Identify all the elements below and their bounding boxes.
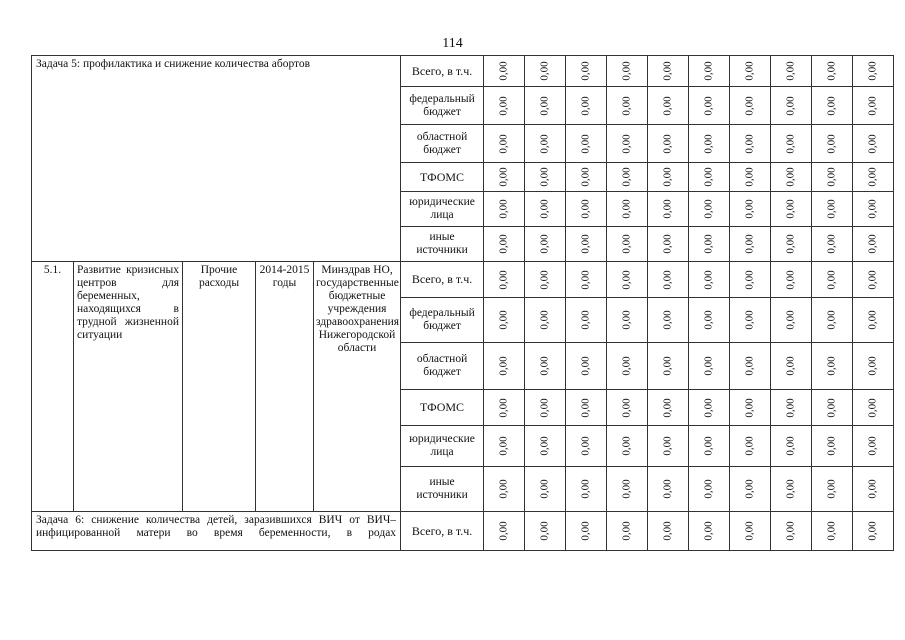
value-text: 0,00 [497,356,510,376]
value-cell [730,56,771,87]
page-number: 114 [442,36,463,51]
value-cell [812,426,853,467]
value-cell [853,56,894,87]
executor: Минздрав НО, государственные бюджетные учреждения здравоохранения Нижегородской области [314,262,401,512]
value-cell [525,298,566,343]
source-regional: областной бюджет [401,125,484,163]
value-cell [771,163,812,192]
value-cell [607,467,648,512]
value-text: 0,00 [620,479,633,499]
value-cell [771,56,812,87]
value-text: 0,00 [538,521,551,541]
value-cell [730,426,771,467]
value-text: 0,00 [497,310,510,330]
value-text: 0,00 [538,310,551,330]
value-text: 0,00 [743,436,756,456]
value-cell [648,56,689,87]
value-cell [648,87,689,125]
source-tfoms: ТФОМС [401,390,484,426]
value-text: 0,00 [579,133,592,154]
value-text: 0,00 [538,479,551,499]
value-text: 0,00 [620,356,633,376]
value-text: 0,00 [743,167,756,187]
value-cell [484,390,525,426]
value-cell [607,56,648,87]
value-text: 0,00 [497,479,510,499]
value-cell [771,298,812,343]
value-cell [812,512,853,551]
value-cell [730,298,771,343]
value-cell [566,56,607,87]
value-cell [525,87,566,125]
value-text: 0,00 [866,479,879,499]
value-cell [771,343,812,390]
value-cell [689,262,730,298]
value-text: 0,00 [702,521,715,541]
value-cell [566,390,607,426]
value-cell [566,343,607,390]
value-cell [689,343,730,390]
value-text: 0,00 [579,199,592,219]
value-text: 0,00 [784,61,797,81]
source-tfoms: ТФОМС [401,163,484,192]
value-cell [484,192,525,227]
value-cell [566,163,607,192]
value-text: 0,00 [538,199,551,219]
value-text: 0,00 [579,521,592,541]
value-text: 0,00 [702,167,715,187]
value-cell [689,163,730,192]
source-federal: федеральный бюджет [401,298,484,343]
value-text: 0,00 [620,269,633,290]
value-cell [484,512,525,551]
value-text: 0,00 [538,269,551,290]
value-cell [648,390,689,426]
value-text: 0,00 [702,356,715,376]
value-cell [853,467,894,512]
value-cell [525,512,566,551]
value-cell [484,262,525,298]
source-federal: федеральный бюджет [401,87,484,125]
value-cell [853,426,894,467]
value-text: 0,00 [743,269,756,290]
value-text: 0,00 [784,397,797,418]
value-cell [853,87,894,125]
value-text: 0,00 [497,133,510,154]
value-text: 0,00 [497,436,510,456]
value-text: 0,00 [661,356,674,376]
value-cell [853,343,894,390]
value-text: 0,00 [784,95,797,116]
value-cell [648,343,689,390]
value-text: 0,00 [620,436,633,456]
value-text: 0,00 [784,521,797,541]
value-cell [812,87,853,125]
value-cell [607,227,648,262]
value-cell [525,125,566,163]
value-text: 0,00 [743,397,756,418]
value-text: 0,00 [784,356,797,376]
value-cell [525,426,566,467]
value-cell [607,87,648,125]
period: 2014-2015 годы [256,262,314,512]
value-cell [730,343,771,390]
value-text: 0,00 [538,133,551,154]
source-legal: юридические лица [401,426,484,467]
value-text: 0,00 [538,436,551,456]
value-cell [525,227,566,262]
value-cell [853,262,894,298]
value-cell [853,192,894,227]
value-cell [525,467,566,512]
value-cell [484,125,525,163]
source-total: Всего, в т.ч. [401,56,484,87]
value-text: 0,00 [866,61,879,81]
value-cell [812,343,853,390]
value-cell [566,227,607,262]
source-other: иные источники [401,467,484,512]
value-cell [812,262,853,298]
task5-title: Задача 5: профилактика и снижение количества абортов [32,56,401,262]
value-text: 0,00 [743,310,756,330]
value-text: 0,00 [702,397,715,418]
value-text: 0,00 [866,133,879,154]
value-cell [730,390,771,426]
value-cell [812,227,853,262]
value-cell [607,512,648,551]
value-text: 0,00 [825,61,838,81]
value-cell [566,262,607,298]
value-text: 0,00 [743,479,756,499]
value-text: 0,00 [579,356,592,376]
value-text: 0,00 [743,95,756,116]
value-cell [771,512,812,551]
value-text: 0,00 [620,95,633,116]
value-text: 0,00 [497,199,510,219]
value-text: 0,00 [661,95,674,116]
value-cell [730,163,771,192]
value-cell [730,192,771,227]
value-text: 0,00 [661,61,674,81]
value-text: 0,00 [866,167,879,187]
value-cell [607,262,648,298]
value-cell [689,426,730,467]
value-text: 0,00 [620,310,633,330]
value-cell [566,87,607,125]
value-cell [607,192,648,227]
value-text: 0,00 [825,436,838,456]
value-text: 0,00 [866,95,879,116]
value-text: 0,00 [497,167,510,187]
task6-title: Задача 6: снижение количества детей, заразившихся ВИЧ от ВИЧ–инфицированной матери во время беременности, в родах [32,512,401,551]
value-text: 0,00 [538,167,551,187]
value-text: 0,00 [702,310,715,330]
value-cell [648,227,689,262]
value-text: 0,00 [743,234,756,254]
value-cell [689,298,730,343]
value-text: 0,00 [866,521,879,541]
value-text: 0,00 [825,234,838,254]
value-text: 0,00 [497,397,510,418]
value-text: 0,00 [497,95,510,116]
value-cell [484,87,525,125]
value-cell [771,467,812,512]
value-cell [771,227,812,262]
value-text: 0,00 [620,61,633,81]
value-cell [689,125,730,163]
value-text: 0,00 [825,199,838,219]
value-text: 0,00 [620,133,633,154]
value-cell [771,426,812,467]
source-total: Всего, в т.ч. [401,262,484,298]
value-cell [771,87,812,125]
value-text: 0,00 [579,436,592,456]
value-cell [853,390,894,426]
value-cell [771,192,812,227]
source-legal: юридические лица [401,192,484,227]
value-text: 0,00 [579,167,592,187]
value-cell [853,227,894,262]
value-cell [689,512,730,551]
value-text: 0,00 [661,521,674,541]
value-cell [607,343,648,390]
value-text: 0,00 [702,234,715,254]
value-text: 0,00 [825,521,838,541]
source-regional: областной бюджет [401,343,484,390]
value-text: 0,00 [702,199,715,219]
table-row [32,512,894,551]
value-cell [771,125,812,163]
table-row [32,262,894,298]
value-text: 0,00 [702,436,715,456]
value-text: 0,00 [743,61,756,81]
value-cell [566,192,607,227]
value-text: 0,00 [866,234,879,254]
value-cell [484,426,525,467]
value-text: 0,00 [866,436,879,456]
value-text: 0,00 [784,199,797,219]
value-text: 0,00 [825,95,838,116]
value-cell [689,192,730,227]
value-text: 0,00 [784,269,797,290]
value-text: 0,00 [538,397,551,418]
value-cell [812,298,853,343]
value-cell [607,125,648,163]
value-text: 0,00 [866,199,879,219]
value-text: 0,00 [538,234,551,254]
value-cell [484,298,525,343]
value-text: 0,00 [538,61,551,81]
value-cell [689,87,730,125]
value-cell [812,467,853,512]
value-cell [525,390,566,426]
value-cell [607,298,648,343]
value-text: 0,00 [743,356,756,376]
value-cell [648,298,689,343]
value-cell [853,125,894,163]
value-cell [689,390,730,426]
financing-table [31,55,894,551]
value-text: 0,00 [702,479,715,499]
value-cell [607,426,648,467]
value-text: 0,00 [825,167,838,187]
value-text: 0,00 [661,167,674,187]
value-text: 0,00 [661,133,674,154]
value-cell [812,390,853,426]
value-cell [566,512,607,551]
value-cell [525,56,566,87]
value-text: 0,00 [825,356,838,376]
value-text: 0,00 [702,61,715,81]
value-text: 0,00 [743,133,756,154]
value-text: 0,00 [825,269,838,290]
value-text: 0,00 [784,479,797,499]
value-text: 0,00 [538,356,551,376]
value-cell [853,298,894,343]
value-cell [648,512,689,551]
value-cell [730,467,771,512]
value-text: 0,00 [784,310,797,330]
value-text: 0,00 [661,479,674,499]
value-text: 0,00 [743,521,756,541]
value-text: 0,00 [784,133,797,154]
value-cell [525,343,566,390]
value-cell [525,192,566,227]
value-cell [771,262,812,298]
value-cell [525,262,566,298]
row-number: 5.1. [32,262,74,512]
value-text: 0,00 [784,436,797,456]
value-cell [484,227,525,262]
value-text: 0,00 [866,397,879,418]
value-text: 0,00 [866,310,879,330]
value-text: 0,00 [579,61,592,81]
value-cell [566,426,607,467]
value-cell [484,343,525,390]
value-text: 0,00 [661,269,674,290]
value-cell [648,262,689,298]
value-cell [689,467,730,512]
value-text: 0,00 [620,199,633,219]
value-text: 0,00 [579,234,592,254]
source-total: Всего, в т.ч. [401,512,484,551]
value-text: 0,00 [497,61,510,81]
value-cell [689,56,730,87]
value-text: 0,00 [497,521,510,541]
value-cell [730,125,771,163]
activity-name: Развитие кризисных центров для беременных, находящихся в трудной жизненной ситуации [74,262,183,512]
value-text: 0,00 [661,199,674,219]
value-text: 0,00 [825,479,838,499]
value-text: 0,00 [579,310,592,330]
value-cell [607,163,648,192]
value-text: 0,00 [825,397,838,418]
value-text: 0,00 [743,199,756,219]
value-cell [730,512,771,551]
value-cell [484,467,525,512]
value-text: 0,00 [702,95,715,116]
value-text: 0,00 [661,310,674,330]
value-text: 0,00 [866,356,879,376]
value-cell [689,227,730,262]
value-cell [607,390,648,426]
value-text: 0,00 [661,397,674,418]
value-cell [648,192,689,227]
value-cell [648,125,689,163]
value-cell [853,512,894,551]
value-text: 0,00 [579,397,592,418]
value-text: 0,00 [497,269,510,290]
value-text: 0,00 [620,397,633,418]
value-cell [771,390,812,426]
value-text: 0,00 [661,436,674,456]
value-text: 0,00 [784,234,797,254]
value-text: 0,00 [825,310,838,330]
expense-type: Прочие расходы [183,262,256,512]
value-text: 0,00 [620,167,633,187]
value-cell [730,227,771,262]
value-cell [648,163,689,192]
value-text: 0,00 [497,234,510,254]
value-cell [812,125,853,163]
value-cell [484,163,525,192]
value-text: 0,00 [579,479,592,499]
value-cell [525,163,566,192]
value-cell [648,426,689,467]
value-cell [730,87,771,125]
value-cell [566,125,607,163]
value-cell [812,163,853,192]
value-cell [648,467,689,512]
value-text: 0,00 [825,133,838,154]
value-cell [730,262,771,298]
value-cell [812,56,853,87]
value-text: 0,00 [620,234,633,254]
value-text: 0,00 [702,269,715,290]
value-text: 0,00 [702,133,715,154]
value-text: 0,00 [538,95,551,116]
value-text: 0,00 [866,269,879,290]
value-text: 0,00 [661,234,674,254]
value-text: 0,00 [579,269,592,290]
value-cell [566,298,607,343]
value-text: 0,00 [579,95,592,116]
value-cell [566,467,607,512]
value-text: 0,00 [784,167,797,187]
value-text: 0,00 [620,521,633,541]
source-other: иные источники [401,227,484,262]
value-cell [812,192,853,227]
value-cell [853,163,894,192]
table-row [32,56,894,87]
value-cell [484,56,525,87]
